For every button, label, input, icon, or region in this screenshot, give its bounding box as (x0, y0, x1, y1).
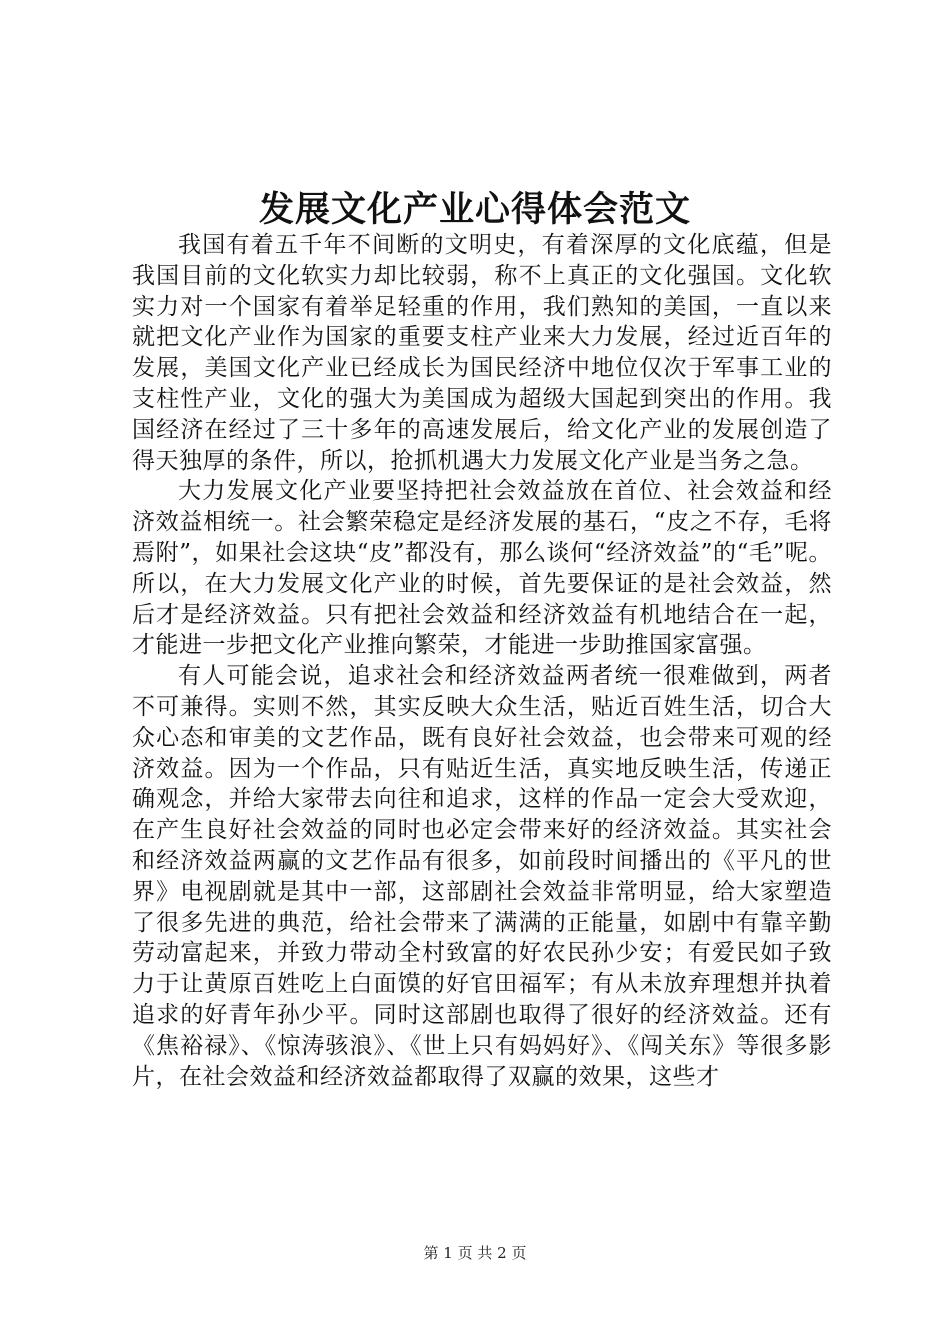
paragraph-3: 有人可能会说，追求社会和经济效益两者统一很难做到，两者不可兼得。实则不然，其实反映大众生活，贴近百姓生活，切合大众心态和审美的文艺作品，既有良好社会效益，也会带来可观的经济效益。因为一个作品，只有贴近生活，真实地反映生活，传递正确观念，并给大家带去向往和追求，这样的作品一定会大受欢迎，在产生良好社会效益的同时也必定会带来好的经济效益。其实社会和经济效益两赢的文艺作品有很多，如前段时间播出的《平凡的世界》电视剧就是其中一部，这部剧社会效益非常明显，给大家塑造了很多先进的典范，给社会带来了满满的正能量，如剧中有靠辛勤劳动富起来，并致力带动全村致富的好农民孙少安；有爱民如子致力于让黄原百姓吃上白面馍的好官田福军；有从未放弃理想并执着追求的好青年孙少平。同时这部剧也取得了很好的经济效益。还有《焦裕禄》、《惊涛骇浪》、《世上只有妈妈好》、《闯关东》等很多影片，在社会效益和经济效益都取得了双赢的效果，这些才 (132, 663, 832, 1090)
paragraph-1: 我国有着五千年不间断的文明史，有着深厚的文化底蕴，但是我国目前的文化软实力却比较弱，称不上真正的文化强国。文化软实力对一个国家有着举足轻重的作用，我们熟知的美国，一直以来就把文化产业作为国家的重要支柱产业来大力发展，经过近百年的发展，美国文化产业已经成长为国民经济中地位仅次于军事工业的支柱性产业，文化的强大为美国成为超级大国起到突出的作用。我国经济在经过了三十多年的高速发展后，给文化产业的发展创造了得天独厚的条件，所以，抢抓机遇大力发展文化产业是当务之急。 (132, 232, 832, 474)
document-title: 发展文化产业心得体会范文 (258, 189, 691, 230)
paragraph-2: 大力发展文化产业要坚持把社会效益放在首位、社会效益和经济效益相统一。社会繁荣稳定是经济发展的基石，“皮之不存，毛将焉附”，如果社会这块“皮”都没有，那么谈何“经济效益”的“毛”呢。所以，在大力发展文化产业的时候，首先要保证的是社会效益，然后才是经济效益。只有把社会效益和经济效益有机地结合在一起，才能进一步把文化产业推向繁荣，才能进一步助推国家富强。 (132, 478, 832, 659)
page-footer: 第 1 页 共 2 页 (423, 1244, 527, 1262)
document-body (132, 230, 832, 1092)
